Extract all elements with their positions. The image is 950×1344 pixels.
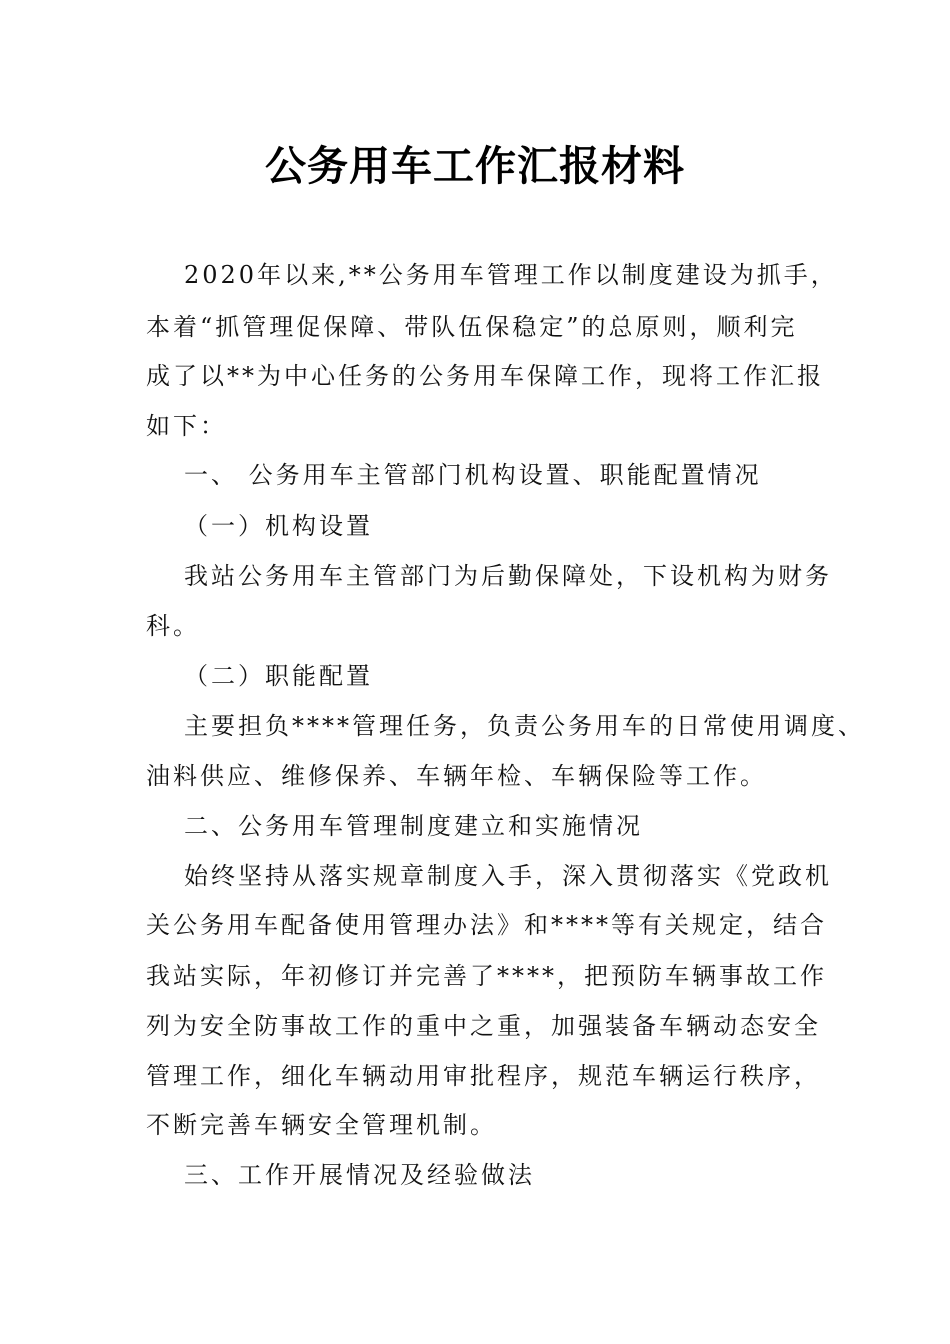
paragraph-line: 2020年以来,**公务用车管理工作以制度建设为抓手， [184, 261, 838, 289]
paragraph-line: 油料供应、维修保养、车辆年检、车辆保险等工作。 [146, 762, 767, 790]
paragraph-line: 始终坚持从落实规章制度入手，深入贯彻落实《党政机 [184, 862, 832, 890]
paragraph-line: 列为安全防事故工作的重中之重，加强装备车辆动态安全 [146, 1012, 821, 1040]
section-heading: 二、公务用车管理制度建立和实施情况 [184, 812, 643, 840]
subsection-heading: （二）职能配置 [184, 662, 373, 690]
paragraph-line: 成了以**为中心任务的公务用车保障工作，现将工作汇报 [146, 362, 824, 390]
subsection-heading: （一）机构设置 [184, 512, 373, 540]
paragraph-line: 我站公务用车主管部门为后勤保障处，下设机构为财务 [184, 562, 832, 590]
paragraph-line: 不断完善车辆安全管理机制。 [146, 1111, 497, 1139]
paragraph-line: 主要担负****管理任务，负责公务用车的日常使用调度、 [184, 712, 865, 740]
document-title: 公务用车工作汇报材料 [265, 142, 685, 190]
paragraph-line: 关公务用车配备使用管理办法》和****等有关规定，结合 [146, 911, 827, 939]
paragraph-line: 管理工作，细化车辆动用审批程序，规范车辆运行秩序， [146, 1062, 821, 1090]
paragraph-line: 本着“抓管理促保障、带队伍保稳定”的总原则，顺利完 [146, 313, 798, 341]
section-heading: 三、工作开展情况及经验做法 [184, 1161, 535, 1189]
paragraph-line: 科。 [146, 612, 200, 640]
section-heading: 一、 公务用车主管部门机构设置、职能配置情况 [184, 461, 762, 489]
paragraph-line: 如下： [146, 412, 227, 440]
paragraph-line: 我站实际，年初修订并完善了****，把预防车辆事故工作 [146, 962, 827, 990]
